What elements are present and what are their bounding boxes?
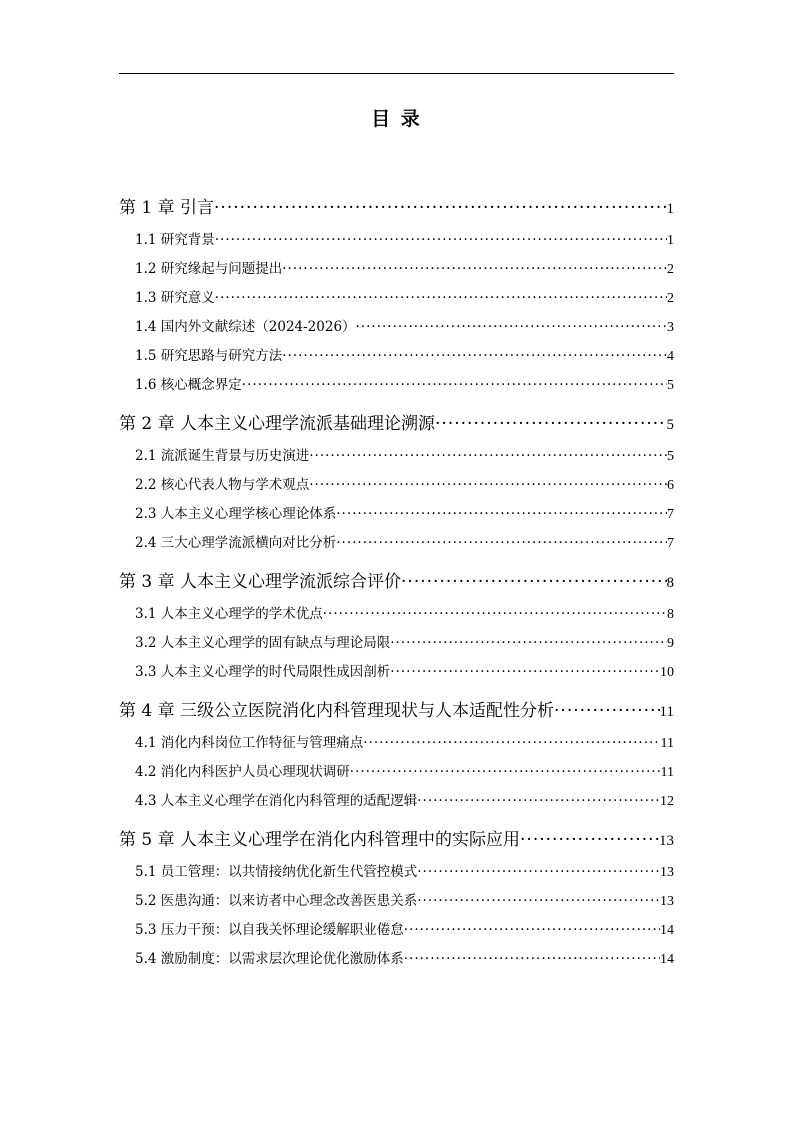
toc-chapter-5[interactable] [119,822,674,858]
section-label: 2.1 流派诞生背景与历史演进 [135,448,310,464]
page-number: 14 [660,952,674,967]
page-number: 7 [667,536,674,551]
dot-leader [215,226,667,255]
section-label: 1.3 研究意义 [135,290,215,306]
page-number: 8 [667,607,674,622]
section-label: 5.3 压力干预：以自我关怀理论缓解职业倦怠 [135,922,404,938]
page-number: 13 [660,894,674,909]
toc-chapter-2[interactable] [119,406,674,442]
toc-section-1-2[interactable] [119,255,674,284]
dot-leader [520,822,659,858]
toc-title: 目 录 [371,108,422,130]
toc-chapter-4[interactable] [119,693,674,729]
section-label: 1.4 国内外文献综述（2024-2026） [135,319,356,335]
dot-leader [336,500,667,529]
dot-leader [363,729,660,758]
toc-section-2-1[interactable] [119,442,674,471]
toc-section-2-2[interactable] [119,471,674,500]
section-label: 4.1 消化内科岗位工作特征与管理痛点 [135,735,364,751]
toc-section-1-5[interactable] [119,342,674,371]
dot-leader [435,406,666,442]
toc-section-1-4[interactable] [119,313,674,342]
dot-leader [390,658,660,687]
toc-section-5-1[interactable] [119,858,674,887]
toc-section-3-3[interactable] [119,658,674,687]
page-number: 10 [660,665,674,680]
dot-leader [404,945,660,974]
page-number: 6 [667,478,674,493]
page-number: 2 [667,291,674,306]
dot-leader [282,255,667,284]
dot-leader [401,564,666,600]
dot-leader [356,313,667,342]
dot-leader [309,442,667,471]
page-number: 9 [667,636,674,651]
section-label: 4.3 人本主义心理学在消化内科管理的适配逻辑 [135,793,418,809]
section-label: 1.5 研究思路与研究方法 [135,348,283,364]
section-label: 3.2 人本主义心理学的固有缺点与理论局限 [135,635,391,651]
dot-leader [554,693,660,729]
chapter-label: 第 1 章 引言 [119,198,215,218]
page-number: 5 [667,378,674,393]
page-number: 1 [667,233,674,248]
page-number: 4 [667,349,674,364]
dot-leader [336,529,667,558]
toc-chapter-3[interactable] [119,564,674,600]
section-label: 1.6 核心概念界定 [135,377,242,393]
section-label: 2.4 三大心理学流派横向对比分析 [135,535,337,551]
page-number: 2 [667,262,674,277]
dot-leader [214,190,666,226]
dot-leader [215,284,667,313]
toc-section-2-3[interactable] [119,500,674,529]
page-number: 8 [666,575,674,591]
toc-section-4-3[interactable] [119,787,674,816]
toc-section-3-2[interactable] [119,629,674,658]
toc-section-3-1[interactable] [119,600,674,629]
dot-leader [309,471,667,500]
toc-section-1-1[interactable] [119,226,674,255]
chapter-label: 第 5 章 人本主义心理学在消化内科管理中的实际应用 [119,830,521,850]
dot-leader [323,600,667,629]
page-number: 11 [660,736,674,751]
chapter-label: 第 3 章 人本主义心理学流派综合评价 [119,572,402,592]
dot-leader [417,887,660,916]
dot-leader [350,758,661,787]
section-label: 2.3 人本主义心理学核心理论体系 [135,506,337,522]
section-label: 3.1 人本主义心理学的学术优点 [135,606,323,622]
chapter-label: 第 2 章 人本主义心理学流派基础理论溯源 [119,414,436,434]
section-label: 2.2 核心代表人物与学术观点 [135,477,310,493]
toc-section-4-1[interactable] [119,729,674,758]
section-label: 4.2 消化内科医护人员心理现状调研 [135,764,350,780]
toc-section-5-4[interactable] [119,945,674,974]
page-number: 11 [659,704,674,720]
chapter-label: 第 4 章 三级公立医院消化内科管理现状与人本适配性分析 [119,701,555,721]
page-number: 3 [667,320,674,335]
page-number: 13 [660,865,674,880]
toc-section-4-2[interactable] [119,758,674,787]
toc-chapter-1[interactable] [119,190,674,226]
page-number: 5 [666,417,674,433]
page-number: 13 [659,833,674,849]
section-label: 1.1 研究背景 [135,232,215,248]
dot-leader [417,858,660,887]
header-rule [119,73,674,74]
section-label: 1.2 研究缘起与问题提出 [135,261,283,277]
toc-section-5-2[interactable] [119,887,674,916]
section-label: 5.4 激励制度：以需求层次理论优化激励体系 [135,951,404,967]
table-of-contents [119,190,674,974]
toc-section-1-6[interactable] [119,371,674,400]
section-label: 5.2 医患沟通：以来访者中心理念改善医患关系 [135,893,418,909]
dot-leader [404,916,660,945]
page-number: 14 [660,923,674,938]
dot-leader [390,629,667,658]
toc-section-1-3[interactable] [119,284,674,313]
page-number: 1 [666,201,674,217]
dot-leader [282,342,667,371]
page-number: 5 [667,449,674,464]
toc-section-5-3[interactable] [119,916,674,945]
page-number: 7 [667,507,674,522]
page-number: 11 [660,765,674,780]
dot-leader [417,787,660,816]
section-label: 3.3 人本主义心理学的时代局限性成因剖析 [135,664,391,680]
page-number: 12 [660,794,674,809]
section-label: 5.1 员工管理：以共情接纳优化新生代管控模式 [135,864,418,880]
dot-leader [242,371,667,400]
toc-section-2-4[interactable] [119,529,674,558]
